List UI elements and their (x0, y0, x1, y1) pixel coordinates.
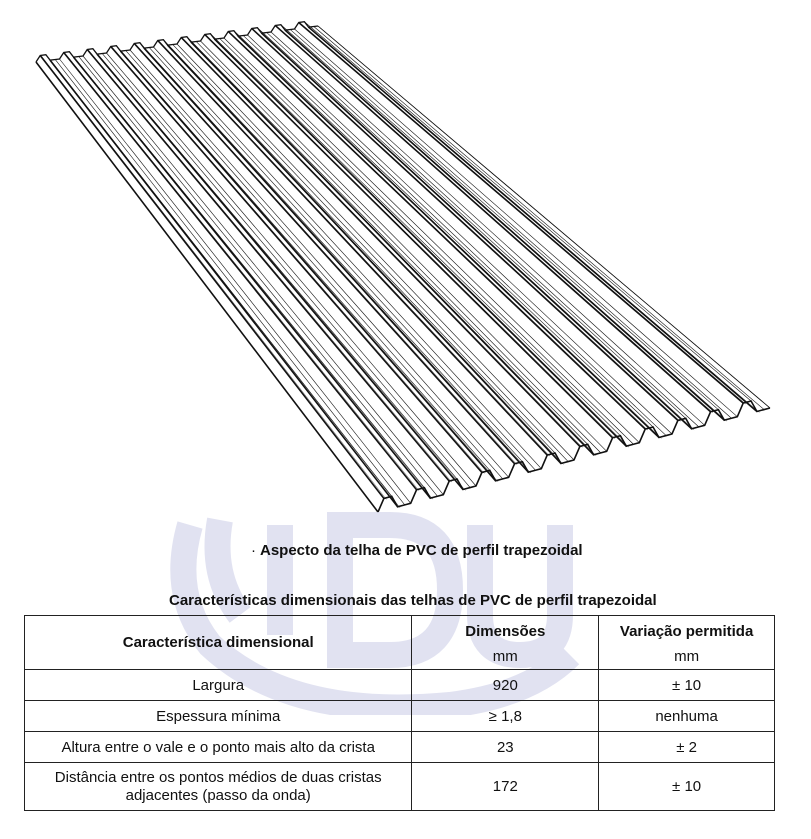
table-row (25, 701, 775, 732)
corrugation-line (243, 36, 666, 436)
corrugation-line (122, 52, 498, 482)
cell-characteristic: Distância entre os pontos médios de duas cristas adjacentes (passo da onda) (25, 763, 412, 811)
cell-characteristic: Espessura mínima (25, 701, 412, 732)
table-row (25, 670, 775, 701)
corrugation-line (97, 54, 463, 489)
corrugation-line (64, 52, 417, 489)
cell-dimension: 23 (412, 732, 599, 763)
corrugation-line (111, 46, 482, 472)
cell-dimension: 920 (412, 670, 599, 701)
corrugation-line (300, 23, 745, 404)
corrugation-line (183, 38, 583, 447)
header-dimensions-unit: mm (492, 647, 518, 665)
corrugation-line (163, 40, 555, 453)
header-characteristic: Característica dimensional (25, 616, 412, 670)
corrugation-line (216, 40, 629, 447)
cell-dimension: ≥ 1,8 (412, 701, 599, 732)
cell-variation: ± 10 (599, 670, 775, 701)
corrugation-line (177, 44, 574, 460)
table-title: Características dimensionais das telhas de PVC de perfil trapezoidal (169, 592, 657, 609)
corrugation-line (287, 31, 727, 421)
corrugation-line (240, 37, 662, 438)
corrugation-line (134, 43, 514, 463)
corrugation-line (248, 35, 673, 434)
table-header-row (25, 616, 775, 670)
table-row (25, 732, 775, 763)
corrugation-line (275, 25, 710, 411)
corrugation-line (277, 26, 713, 412)
corrugation-line (52, 61, 401, 508)
cell-characteristic: Altura entre o vale e o ponto mais alto da crista (25, 732, 412, 763)
corrugation-line (87, 49, 449, 481)
corrugation-line (285, 30, 724, 420)
corrugation-line (271, 32, 705, 425)
header-variation-label: Variação permitida (619, 622, 754, 640)
sheet-right-edge (318, 26, 770, 408)
corrugation-line (74, 57, 431, 498)
figure-caption: Aspecto da telha de PVC de perfil trapezoidal (260, 542, 583, 559)
cell-dimension: 172 (412, 763, 599, 811)
corrugation-line (136, 44, 517, 464)
corrugation-line (42, 56, 387, 499)
header-variation-unit: mm (674, 647, 700, 665)
cell-variation: ± 2 (599, 732, 775, 763)
corrugation-line (267, 33, 699, 427)
cell-characteristic: Largura (25, 670, 412, 701)
header-variation (599, 616, 775, 670)
corrugation-line (112, 47, 484, 473)
caption-bullet: · (251, 542, 256, 559)
corrugation-line (314, 27, 764, 410)
corrugation-line (238, 36, 659, 437)
corrugation-line (65, 53, 419, 490)
table-row (25, 763, 775, 811)
header-dimensions (412, 616, 599, 670)
cell-variation: nenhuma (599, 701, 775, 732)
corrugation-line (144, 48, 528, 472)
corrugation-line (55, 60, 405, 505)
cell-variation: ± 10 (599, 763, 775, 811)
corrugation-line (191, 42, 593, 455)
corrugation-line (158, 40, 547, 455)
header-dimensions-label: Dimensões (465, 622, 546, 640)
corrugation-line (89, 50, 452, 482)
dimensions-table (24, 615, 775, 811)
